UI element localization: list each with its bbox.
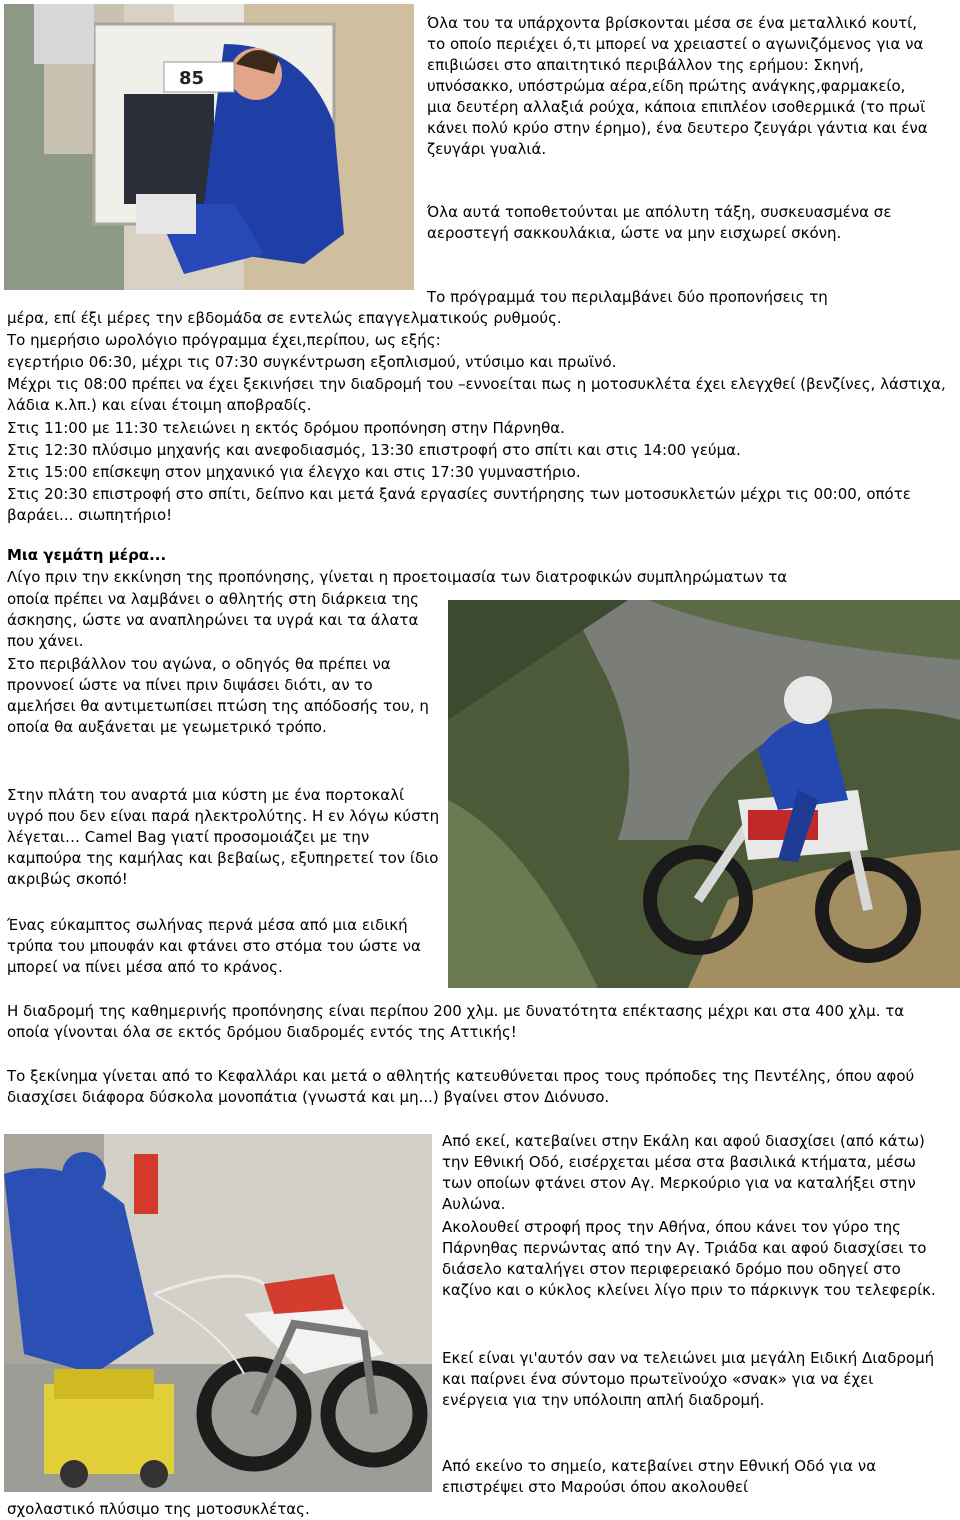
paragraph-hose: Ένας εύκαμπτος σωλήνας περνά μέσα από μια ειδική τρύπα του μπουφάν και φτάνει στο στόμα του ώστε να μπορεί να πίνει μέσα από το κράνος. [7,916,421,976]
paragraph-2030: Στις 20:30 επιστροφή στο σπίτι, δείπνο και μετά ξανά εργασίες συντήρησης των μοτοσυκλετών μέχρι τις 00:00, οπότε βαράει... σιωπητήριο! [7,485,911,524]
paragraph-1230: Στις 12:30 πλύσιμο μηχανής και ανεφοδιασμός, 13:30 επιστροφή στο σπίτι και στις 14:00 γεύμα. [7,441,741,459]
paragraph-1100: Στις 11:00 με 11:30 τελειώνει η εκτός δρόμου προπόνηση στην Πάρνηθα. [7,419,565,437]
paragraph-route-start: Το ξεκίνημα γίνεται από το Κεφαλλάρι και μετά ο αθλητής κατευθύνεται προς τους πρόποδες της Πεντέλης, όπου αφού διασχίσει διάφορα δύσκολα μονοπάτια (γνωστά και μη...) βγαίνει στον Διόνυσο. [7,1067,915,1106]
paragraph-ekali: Από εκεί, κατεβαίνει στην Εκάλη και αφού διασχίσει (από κάτω) την Εθνική Οδό, εισέρχεται μέσα στα βασιλικά κτήματα, μέσω των οποίων φτάνει στον Αγ. Μερκούριο για να καταλήξει στην Αυλώνα. [442,1132,925,1213]
paragraph-program-second-line: μέρα, επί έξι μέρες την εβδομάδα σε εντελώς επαγγελματικούς ρυθμούς. [7,309,562,327]
paragraph-athens-turn: Ακολουθεί στροφή προς την Αθήνα, όπου κάνει τον γύρο της Πάρνηθας περνώντας από την Αγ. Τριάδα και αφού διασχίσει το διάσελο καταλήγει στον περιφερειακό δρόμο που οδηγεί στο καζίνο και ο κύκλος κλείνει λίγο πριν το πάρκινγκ του τελεφερίκ. [442,1218,936,1299]
paragraph-special-stage: Εκεί είναι γι'αυτόν σαν να τελειώνει μια μεγάλη Ειδική Διαδρομή και παίρνει ένα σύντομο πρωτεϊνούχο «σνακ» για να έχει ενέργεια για την υπόλοιπη απλή διαδρομή. [442,1349,935,1409]
paragraph-camel-bag: Στην πλάτη του αναρτά μια κύστη με ένα πορτοκαλί υγρό που δεν είναι παρά ηλεκτρολύτης. Η εν λόγω κύστη λέγεται… Camel Bag γιατί προσομοιάζει με την καμπούρα της καμήλας και βεβαίως, εξυπηρετεί τον ίδιο ακριβώς σκοπό! [7,786,440,888]
paragraph-national-road: Από εκείνο το σημείο, κατεβαίνει στην Εθνική Οδό για να επιστρέψει στο Μαρούσι όπου ακολουθεί [442,1457,877,1496]
paragraph-prep-rest: οποία πρέπει να λαμβάνει ο αθλητής στη διάρκεια της άσκησης, ώστε να αναπληρώνει τα υγρά και τα άλατα που χάνει. [7,590,419,650]
paragraph-wake-up: εγερτήριο 06:30, μέχρι τις 07:30 συγκέντρωση εξοπλισμού, ντύσιμο και πρωϊνό. [7,353,617,371]
paragraph-0800: Μέχρι τις 08:00 πρέπει να έχει ξεκινήσει την διαδρομή του –εννοείται πως η μοτοσυκλέτα έχει ελεγχθεί (βενζίνες, λάστιχα, λάδια κ.λπ.) και είναι έτοιμη αποβραδίς. [7,375,946,414]
paragraph-washing: σχολαστικό πλύσιμο της μοτοσυκλέτας. [7,1500,310,1518]
photo-rider-packing-box [4,4,414,290]
paragraph-1500: Στις 15:00 επίσκεψη στον μηχανικό για έλεγχο και στις 17:30 γυμναστήριο. [7,463,581,481]
svg-text:85: 85 [179,68,205,89]
photo-rider-on-dirt-road [448,600,960,988]
photo-washing-motorcycle [4,1134,432,1492]
section-heading: Μια γεμάτη μέρα... [7,546,167,564]
paragraph-program-first-line: Το πρόγραμμά του περιλαμβάνει δύο προπονήσεις τη [427,288,828,306]
paragraph-race-environment: Στο περιβάλλον του αγώνα, ο οδηγός θα πρέπει να προννοεί ώστε να πίνει πριν διψάσει διότι, αν το αμελήσει θα αντιμετωπίσει πτώση της απόδοσής του, η οποία θα αυξάνεται με γεωμετρικό τρόπο. [7,655,429,736]
paragraph-route-length: Η διαδρομή της καθημερινής προπόνησης είναι περίπου 200 χλμ. με δυνατότητα επέκτασης μέχρι και στα 400 χλμ. τα οποία γίνονται όλα σε εκτός δρόμου διαδρομές εντός της Αττικής! [7,1002,905,1041]
paragraph-metal-box: Όλα του τα υπάρχοντα βρίσκονται μέσα σε ένα μεταλλικό κουτί, το οποίο περιέχει ό,τι μπορεί να χρειαστεί ο αγωνιζόμενος για να επιβιώσει στο απαιτητικό περιβάλλον της ερήμου: Σκηνή, υπνόσακκο, υπόστρώμα αέρα,είδη πρώτης ανάγκης,φαρμακείο, μια δευτέρη αλλαξιά ρούχα, κάποια επιπλέον ισοθερμικά (το πρωϊ κάνει πολύ κρύο στην έρημο), ένα δευτερο ζευγάρι γάντια και ένα ζευγάρι γυαλιά. [427,14,928,158]
paragraph-order: Όλα αυτά τοποθετούνται με απόλυτη τάξη, συσκευασμένα σε αεροστεγή σακκουλάκια, ώστε να μην εισχωρεί σκόνη. [427,203,892,242]
paragraph-daily-schedule: Το ημερήσιο ωρολόγιο πρόγραμμα έχει,περίπου, ως εξής: [7,331,441,349]
paragraph-prep-first-line: Λίγο πριν την εκκίνηση της προπόνησης, γίνεται η προετοιμασία των διατροφικών συμπληρώματων τα [7,568,788,586]
